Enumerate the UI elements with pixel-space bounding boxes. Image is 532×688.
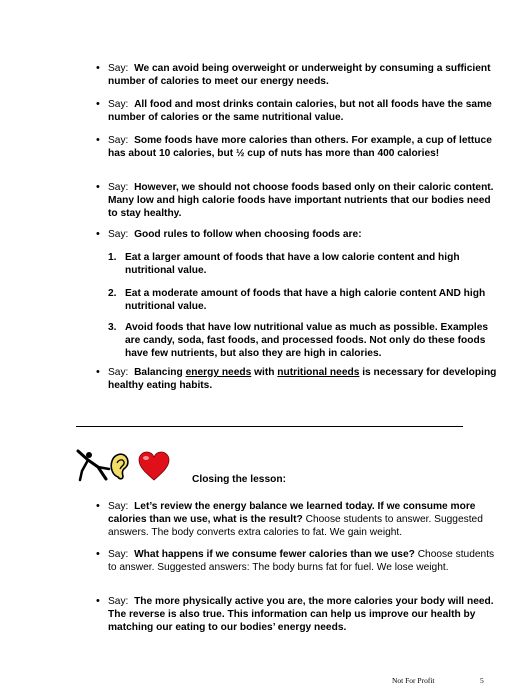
page-number: 5 [480,676,484,685]
footer-text: Not For Profit [392,676,435,685]
say-item-1: Say: We can avoid being overweight or underweight by consuming a sufficient number of calories to meet our energy needs. [108,63,491,88]
say-item-text: All food and most drinks contain calories, but not all foods have the same number of calories or the same nutritional value. [108,99,492,124]
closing-item-bold: What happens if we consume fewer calories than we use? [134,549,415,560]
closing-item-2: Say: What happens if we consume fewer calories than we use? Choose students to answer. Suggested answers: The body burns fat for fuel. We lose weight. [108,549,495,574]
bullet: • [96,98,100,110]
rule-text: Eat a moderate amount of foods that have a high calorie content AND high nutritional value. [125,288,486,313]
stretching-figure-icon [78,451,109,480]
rule-number: 2. [108,288,117,299]
closing-item-bold: The more physically active you are, the more calories your body will need. The reverse is also true. This information can help us improve our health by matching our eating to our bodies’ energy needs. [108,596,494,634]
bullet: • [96,548,100,560]
closing-item-1: Say: Let’s review the energy balance we learned today. If we consume more calories than we use, what is the result? Choose students to answer. Suggested answers. The body converts extra calories to fat. We gain weight. [108,501,483,539]
section-divider [76,426,463,427]
closing-item-normal: Choose students to answer. Suggested answers: The body burns fat for fuel. We lose weight. [108,549,495,574]
ear-icon [111,454,128,479]
bullet: • [96,62,100,74]
bullet: • [96,134,100,146]
closing-item-3: Say: The more physically active you are, the more calories your body will need. The reverse is also true. This information can help us improve our health by matching our eating to our bodies’ energy needs. [108,596,494,634]
rule-number: 1. [108,252,117,263]
bullet: • [96,366,100,378]
heart-icon [139,452,169,480]
say-item-text: Some foods have more calories than others. For example, a cup of lettuce has about 10 calories, but ½ cup of nuts has more than 400 calories! [108,135,492,160]
say-item-4: Say: However, we should not choose foods based only on their caloric content. Many low and high calorie foods have important nutrients that our bodies need to stay healthy. [108,182,494,220]
rule-text: Avoid foods that have low nutritional value as much as possible. Examples are candy, soda, fast foods, and processed foods. Not only do these foods have few nutrients, but also they are high in calories. [125,322,489,360]
rule-text: Eat a larger amount of foods that have a low calorie content and high nutritional value. [125,252,460,277]
say-item-text: Good rules to follow when choosing foods are: [134,229,362,240]
say-item-5: Say: Good rules to follow when choosing foods are: [108,229,362,240]
closing-title: Closing the lesson: [192,474,286,485]
bullet: • [96,595,100,607]
say-item-6: Say: Balancing energy needs with nutritional needs is necessary for developing healthy eating habits. [108,367,497,392]
nutritional-needs-term: nutritional needs [277,367,360,378]
say-item-text: However, we should not choose foods based only on their caloric content. Many low and high calorie foods have important nutrients that our bodies need to stay healthy. [108,182,494,220]
say-item-text: We can avoid being overweight or underweight by consuming a sufficient number of calories to meet our energy needs. [108,63,491,88]
rule-number: 3. [108,322,117,333]
energy-needs-term: energy needs [185,367,252,378]
say-item-3: Say: Some foods have more calories than others. For example, a cup of lettuce has about 10 calories, but ½ cup of nuts has more than 400 calories! [108,135,492,160]
closing-icons [76,449,176,485]
bullet: • [96,181,100,193]
say-item-2: Say: All food and most drinks contain calories, but not all foods have the same number of calories or the same nutritional value. [108,99,492,124]
closing-item-bold: Let’s review the energy balance we learned today. If we consume more calories than we use, what is the result? [108,501,476,526]
closing-item-normal: Choose students to answer. Suggested answers. The body converts extra calories to fat. We gain weight. [108,514,483,539]
bullet: • [96,500,100,512]
bullet: • [96,228,100,240]
